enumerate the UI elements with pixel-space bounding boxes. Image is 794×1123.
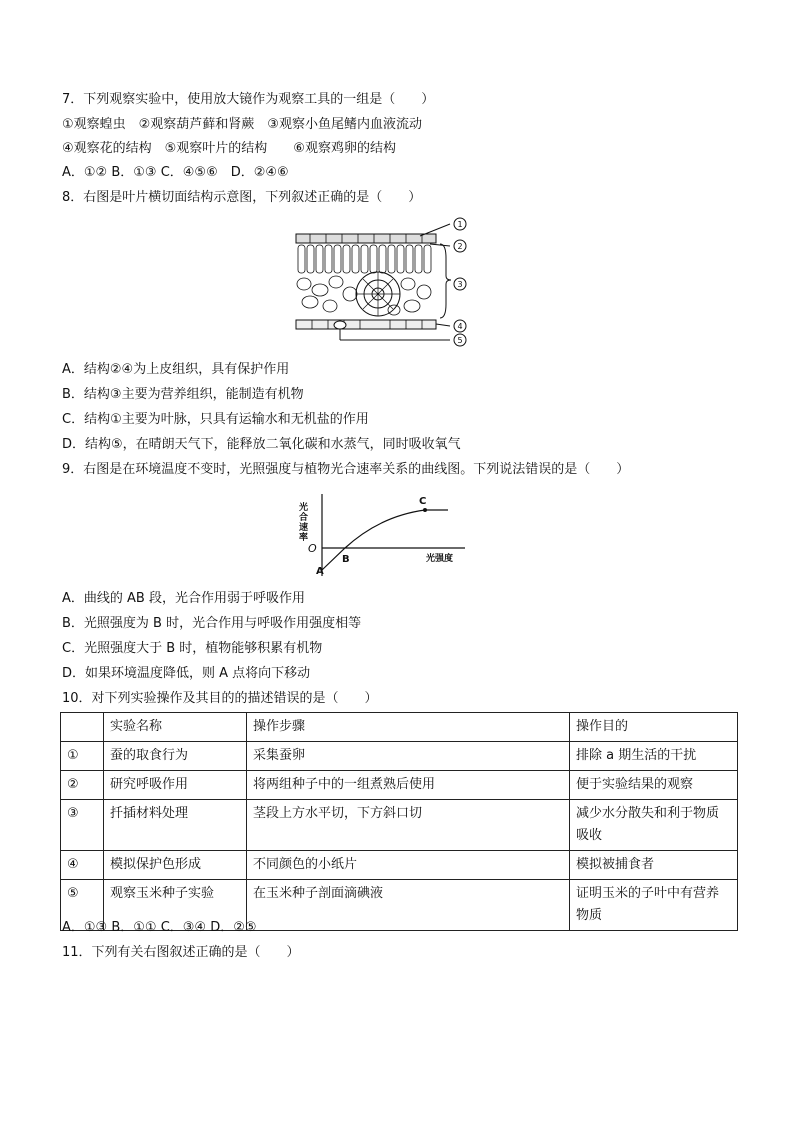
table-header-cell: 操作步骤: [247, 713, 570, 742]
q11-stem: 11．下列有关右图叙述正确的是（ ）: [62, 945, 300, 960]
table-cell: 观察玉米种子实验: [104, 880, 247, 931]
table-header-row: [61, 713, 738, 742]
q8-option-b: B．结构③主要为营养组织，能制造有机物: [62, 387, 304, 402]
svg-text:1: 1: [457, 220, 463, 229]
q7-items-line1: ①观察蝗虫 ②观察葫芦藓和肾蕨 ③观察小鱼尾鳍内血液流动: [62, 117, 422, 132]
table-cell: 蚕的取食行为: [104, 742, 247, 771]
table-header-cell: 操作目的: [570, 713, 738, 742]
svg-text:4: 4: [457, 322, 463, 331]
graph-xlabel: 光强度: [426, 554, 454, 564]
table-cell: 研究呼吸作用: [104, 771, 247, 800]
table-row: [61, 800, 738, 851]
table-cell: ⑤: [61, 880, 104, 931]
graph-point-c: C: [419, 496, 427, 507]
svg-text:5: 5: [457, 336, 463, 345]
table-cell: ④: [61, 851, 104, 880]
q9-option-b: B．光照强度为 B 时，光合作用与呼吸作用强度相等: [62, 616, 362, 631]
table-cell: 茎段上方水平切，下方斜口切: [247, 800, 570, 851]
q7-stem: 7．下列观察实验中，使用放大镜作为观察工具的一组是（ ）: [62, 92, 435, 107]
q7-options: A．①② B．①③ C．④⑤⑥ D．②④⑥: [62, 165, 289, 180]
svg-text:3: 3: [457, 280, 463, 289]
table-cell: 排除 a 期生活的干扰: [570, 742, 738, 771]
table-header-cell: [61, 713, 104, 742]
graph-point-a: A: [316, 566, 324, 577]
photosynthesis-curve-figure: [297, 488, 480, 580]
graph-origin: O: [308, 542, 317, 555]
leaf-cross-section-figure: [290, 214, 475, 348]
q7-items-line2: ④观察花的结构 ⑤观察叶片的结构 ⑥观察鸡卵的结构: [62, 141, 396, 156]
q9-option-a: A．曲线的 AB 段，光合作用弱于呼吸作用: [62, 591, 305, 606]
table-cell: 不同颜色的小纸片: [247, 851, 570, 880]
graph-point-b: B: [342, 554, 350, 565]
q8-option-c: C．结构①主要为叶脉，只具有运输水和无机盐的作用: [62, 412, 369, 427]
q8-stem: 8．右图是叶片横切面结构示意图，下列叙述正确的是（ ）: [62, 190, 422, 205]
experiment-table: [60, 712, 738, 931]
table-row: [61, 851, 738, 880]
table-cell: 模拟保护色形成: [104, 851, 247, 880]
q10-stem: 10．对下列实验操作及其目的的描述错误的是（ ）: [62, 691, 378, 706]
table-cell: ①: [61, 742, 104, 771]
q9-option-c: C．光照强度大于 B 时，植物能够积累有机物: [62, 641, 323, 656]
graph-ylabel: 光合速率: [297, 502, 307, 542]
table-cell: 减少水分散失和利于物质吸收: [570, 800, 738, 851]
svg-text:2: 2: [457, 242, 463, 251]
table-cell: 将两组种子中的一组煮熟后使用: [247, 771, 570, 800]
table-cell: 采集蚕卵: [247, 742, 570, 771]
table-header-cell: 实验名称: [104, 713, 247, 742]
q8-option-a: A．结构②④为上皮组织，具有保护作用: [62, 362, 290, 377]
q8-option-d: D．结构⑤，在晴朗天气下，能释放二氧化碳和水蒸气，同时吸收氧气: [62, 437, 461, 452]
table-cell: 在玉米种子剖面滴碘液: [247, 880, 570, 931]
table-cell: 便于实验结果的观察: [570, 771, 738, 800]
q9-stem: 9．右图是在环境温度不变时，光照强度与植物光合速率关系的曲线图。下列说法错误的是（ ）: [62, 462, 630, 477]
q10-options: A．①③ B．①① C．③④ D．②⑤: [62, 920, 257, 935]
table-cell: 模拟被捕食者: [570, 851, 738, 880]
table-cell: 证明玉米的子叶中有营养物质: [570, 880, 738, 931]
table-row: [61, 771, 738, 800]
table-row: [61, 742, 738, 771]
q9-option-d: D．如果环境温度降低，则 A 点将向下移动: [62, 666, 311, 681]
table-cell: 扦插材料处理: [104, 800, 247, 851]
table-cell: ③: [61, 800, 104, 851]
table-cell: ②: [61, 771, 104, 800]
